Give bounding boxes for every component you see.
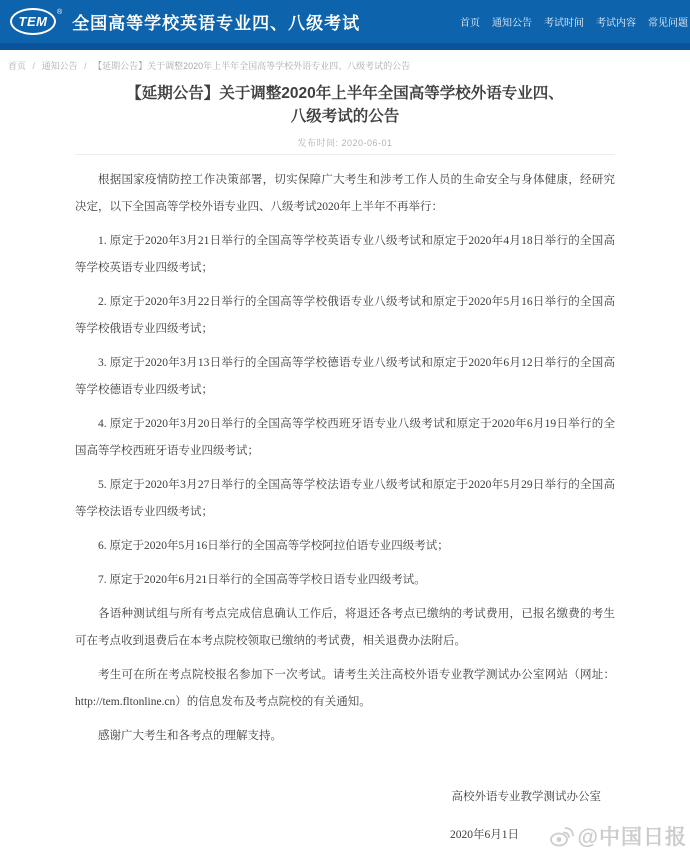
breadcrumb-separator: / bbox=[32, 61, 36, 71]
page-title: 【延期公告】关于调整2020年上半年全国高等学校外语专业四、八级考试的公告 bbox=[126, 85, 564, 125]
paragraph: 5. 原定于2020年3月27日举行的全国高等学校法语专业八级考试和原定于2020年5月29日举行的全国高等学校法语专业四级考试； bbox=[75, 479, 615, 518]
tem-logo-oval bbox=[10, 8, 56, 35]
breadcrumb-item[interactable]: 首页 bbox=[8, 61, 27, 71]
paragraph: 各语种测试组与所有考点完成信息确认工作后，将退还各考点已缴纳的考试费用，已报名缴费的考生可在考点收到退费后在本考点院校领取已缴纳的考试费，相关退费办法附后。 bbox=[75, 608, 615, 647]
article-body bbox=[75, 167, 615, 750]
nav-item[interactable]: 常见问题 bbox=[648, 18, 688, 29]
signature-date: 2020年6月1日 bbox=[450, 829, 519, 841]
publish-date: 发布时间: 2020-06-01 bbox=[297, 138, 393, 148]
tem-logo-text: TEM bbox=[18, 14, 48, 29]
paragraph: 7. 原定于2020年6月21日举行的全国高等学校日语专业四级考试。 bbox=[98, 574, 426, 586]
site-title: 全国高等学校英语专业四、八级考试 bbox=[72, 14, 361, 33]
nav-item[interactable]: 首页 bbox=[460, 18, 480, 29]
nav-item[interactable]: 通知公告 bbox=[492, 18, 532, 29]
paragraph: 考生可在所在考点院校报名参加下一次考试。请考生关注高校外语专业教学测试办公室网站（网址：http://tem.fltonline.cn）的信息发布及考点院校的有关通知。 bbox=[75, 669, 615, 708]
top-header bbox=[0, 0, 690, 43]
breadcrumb-item[interactable]: 【延期公告】关于调整2020年上半年全国高等学校外语专业四、八级考试的公告 bbox=[93, 61, 411, 71]
registered-mark-icon: ® bbox=[57, 9, 63, 16]
paragraph: 4. 原定于2020年3月20日举行的全国高等学校西班牙语专业八级考试和原定于2020年6月19日举行的全国高等学校西班牙语专业四级考试； bbox=[75, 418, 615, 457]
watermark-text: @中国日报 bbox=[577, 826, 687, 849]
signature: 高校外语专业教学测试办公室 bbox=[451, 791, 601, 803]
tem-logo[interactable] bbox=[10, 8, 62, 35]
article bbox=[75, 83, 615, 842]
title-divider bbox=[75, 154, 615, 155]
nav-item[interactable]: 考试时间 bbox=[544, 18, 584, 29]
paragraph: 1. 原定于2020年3月21日举行的全国高等学校英语专业八级考试和原定于2020年4月18日举行的全国高等学校英语专业四级考试； bbox=[75, 235, 615, 274]
main-nav bbox=[460, 0, 688, 43]
paragraph: 3. 原定于2020年3月13日举行的全国高等学校德语专业八级考试和原定于2020年6月12日举行的全国高等学校德语专业四级考试； bbox=[75, 357, 615, 396]
breadcrumb bbox=[0, 50, 690, 74]
nav-item[interactable]: 考试内容 bbox=[596, 18, 636, 29]
breadcrumb-item[interactable]: 通知公告 bbox=[41, 61, 78, 71]
header-bottom-strip bbox=[0, 43, 690, 50]
paragraph: 感谢广大考生和各考点的理解支持。 bbox=[98, 730, 282, 742]
breadcrumb-separator: / bbox=[84, 61, 87, 71]
paragraph: 根据国家疫情防控工作决策部署，切实保障广大考生和涉考工作人员的生命安全与身体健康，经研究决定，以下全国高等学校外语专业四、八级考试2020年上半年不再举行： bbox=[75, 174, 615, 213]
paragraph: 2. 原定于2020年3月22日举行的全国高等学校俄语专业八级考试和原定于2020年5月16日举行的全国高等学校俄语专业四级考试； bbox=[75, 296, 615, 335]
paragraph: 6. 原定于2020年5月16日举行的全国高等学校阿拉伯语专业四级考试； bbox=[98, 540, 449, 552]
